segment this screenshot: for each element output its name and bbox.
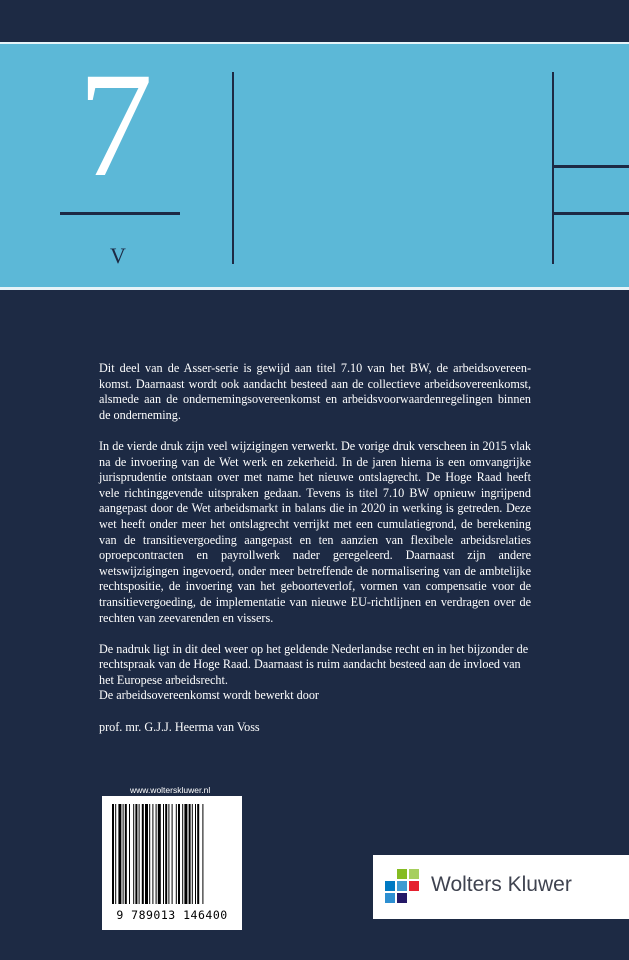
blurb-paragraph-4: De arbeidsovereenkomst wordt bewerkt door	[99, 688, 319, 703]
author-line: prof. mr. G.J.J. Heerma van Voss	[99, 719, 260, 734]
band-divider-right	[552, 72, 554, 264]
blurb-paragraph-1: Dit deel van de Asser-serie is gewijd aan titel 7.10 van het BW, de arbeidsovereenkomst. Daarnaast wordt ook aandacht besteed aan de collectieve arbeidsovereenkomst, alsmede aan de ondernemingsovereenkomst en arbeidsvoorwaardenregelingen binnen de onderneming.	[99, 361, 531, 422]
band-rule-top	[552, 165, 629, 168]
volume-rule	[60, 212, 180, 215]
publisher-url: www.wolterskluwer.nl	[130, 785, 211, 795]
isbn-digits: 9 789013 146400	[116, 908, 228, 922]
band-divider-left	[232, 72, 234, 264]
band-rule-bottom	[552, 212, 629, 215]
wolters-kluwer-logo-icon	[385, 869, 419, 905]
volume-number: 7	[78, 42, 153, 208]
back-cover-blurb	[99, 361, 531, 751]
isbn-barcode	[102, 796, 242, 930]
blurb-paragraph-2: In de vierde druk zijn veel wijzigingen verwerkt. De vorige druk verscheen in 2015 vlak na de invoering van de Wet werk en zekerheid. In de jaren hierna is een omvangrijke jurisprudentie ontstaan over met name het nieuwe ontslagrecht. De Hoge Raad heeft vele richtinggevende uitspraken gedaan. Tevens is titel 7.10 BW opnieuw ingrijpend aangepast door de Wet arbeidsmarkt in balans die in 2020 in werking is getreden. Deze wet heeft onder meer het ontslagrecht verrijkt met een cumulatiegrond, de berekening van de transitievergoeding aangepast en ten aanzien van flexibele arbeidsrelaties oproepcontracten en payrollwerk nader geregeleerd. Daarnaast zijn andere wetswijzigingen ingevoerd, onder meer betreffende de normalisering van de ambtelijke rechtspositie, de invoering van het geboorteverlof, vormen van compensatie voor de transitievergoeding, de implementatie van nieuwe EU-richtlijnen en verdragen over de rechten van zeevarenden en vissers.	[99, 438, 531, 625]
publisher-name: Wolters Kluwer	[431, 873, 572, 896]
publisher-logo	[373, 855, 629, 919]
barcode-icon	[112, 804, 232, 908]
volume-letter: V	[110, 243, 126, 268]
blurb-paragraph-3: De nadruk ligt in dit deel weer op het geldende Nederlandse recht en in het bijzonder de rechtspraak van de Hoge Raad. Daarnaast is ruim aandacht besteed aan de invloed van het Europese arbeidsrecht.	[99, 641, 529, 687]
